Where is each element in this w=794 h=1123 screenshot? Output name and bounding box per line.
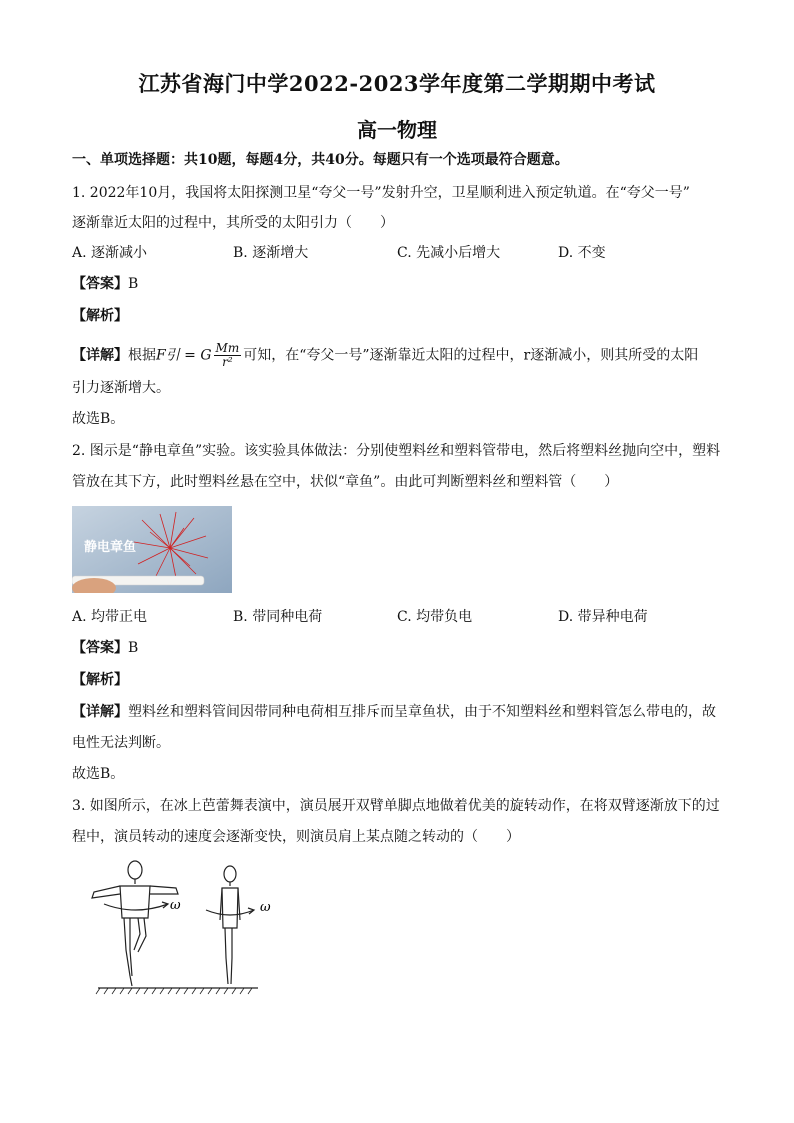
q1-option-b: B. 逐渐增大 — [233, 245, 309, 261]
q2-answer-label: 【答案】 — [72, 640, 128, 656]
q1-answer-label: 【答案】 — [72, 276, 128, 292]
q2-answer-value: B — [128, 640, 139, 656]
q2-answer — [72, 638, 138, 658]
q2-detail-line1 — [72, 702, 716, 722]
skater-figure — [90, 858, 290, 1004]
q1-detail-pre: 根据 — [128, 347, 156, 364]
q1-option-a: A. 逐渐减小 — [72, 245, 148, 261]
q2-stem-line2: 管放在其下方，此时塑料丝悬在空中，状似“章鱼”。由此可判断塑料丝和塑料管（ ） — [72, 474, 619, 490]
q2-analysis-label: 【解析】 — [72, 672, 128, 688]
skater-illustration — [90, 858, 290, 1004]
q2-option-c: C. 均带负电 — [397, 609, 473, 625]
omega-label-1: ω — [170, 898, 181, 913]
q2-option-a: A. 均带正电 — [72, 609, 148, 625]
q1-analysis-label: 【解析】 — [72, 308, 128, 324]
q3-stem-line2: 程中，演员转动的速度会逐渐变快，则演员肩上某点随之转动的（ ） — [72, 829, 520, 845]
q1-detail-line2: 引力逐渐增大。 — [72, 380, 170, 396]
photo-caption: 静电章鱼 — [84, 540, 137, 555]
q1-detail-line1 — [72, 342, 698, 369]
exam-title: 江苏省海门中学2022-2023学年度第二学期期中考试 — [138, 71, 656, 96]
q2-detail-label: 【详解】 — [72, 704, 128, 720]
omega-label-2: ω — [260, 900, 271, 915]
static-octopus-photo — [72, 506, 232, 593]
q1-conclusion: 故选B。 — [72, 411, 125, 427]
q2-detail-text: 塑料丝和塑料管间因带同种电荷相互排斥而呈章鱼状，由于不知塑料丝和塑料管怎么带电的，故 — [128, 704, 716, 720]
q1-formula-denominator: r² — [222, 355, 233, 369]
q2-stem-line1: 2. 图示是“静电章鱼”实验。该实验具体做法：分别使塑料丝和塑料管带电，然后将塑料丝抛向空中，塑料 — [72, 443, 721, 459]
q1-formula-numerator: Mm — [215, 341, 240, 355]
q1-stem-line1: 1. 2022年10月，我国将太阳探测卫星“夸父一号”发射升空，卫星顺利进入预定轨道。在“夸父一号” — [72, 185, 690, 201]
exam-subtitle: 高一物理 — [357, 118, 437, 142]
q3-stem-line1: 3. 如图所示，在冰上芭蕾舞表演中，演员展开双臂单脚点地做着优美的旋转动作，在将双臂逐渐放下的过 — [72, 798, 720, 814]
q1-formula-fraction — [214, 342, 242, 369]
q1-detail-post: 可知，在“夸父一号”逐渐靠近太阳的过程中，r逐渐减小，则其所受的太阳 — [243, 347, 699, 364]
q1-option-d: D. 不变 — [558, 245, 606, 261]
section-heading: 一、单项选择题：共10题，每题4分，共40分。每题只有一个选项最符合题意。 — [72, 152, 569, 168]
q2-detail-line2: 电性无法判断。 — [72, 735, 170, 751]
q1-answer — [72, 274, 138, 294]
q1-option-c: C. 先减小后增大 — [397, 245, 501, 261]
q2-option-d: D. 带异种电荷 — [558, 609, 648, 625]
q1-detail-label: 【详解】 — [72, 347, 128, 364]
q1-stem-line2: 逐渐靠近太阳的过程中，其所受的太阳引力（ ） — [72, 215, 394, 231]
q1-formula-lhs: F引 = G — [156, 347, 212, 364]
q1-answer-value: B — [128, 276, 139, 292]
q2-option-b: B. 带同种电荷 — [233, 609, 323, 625]
q2-conclusion: 故选B。 — [72, 766, 125, 782]
